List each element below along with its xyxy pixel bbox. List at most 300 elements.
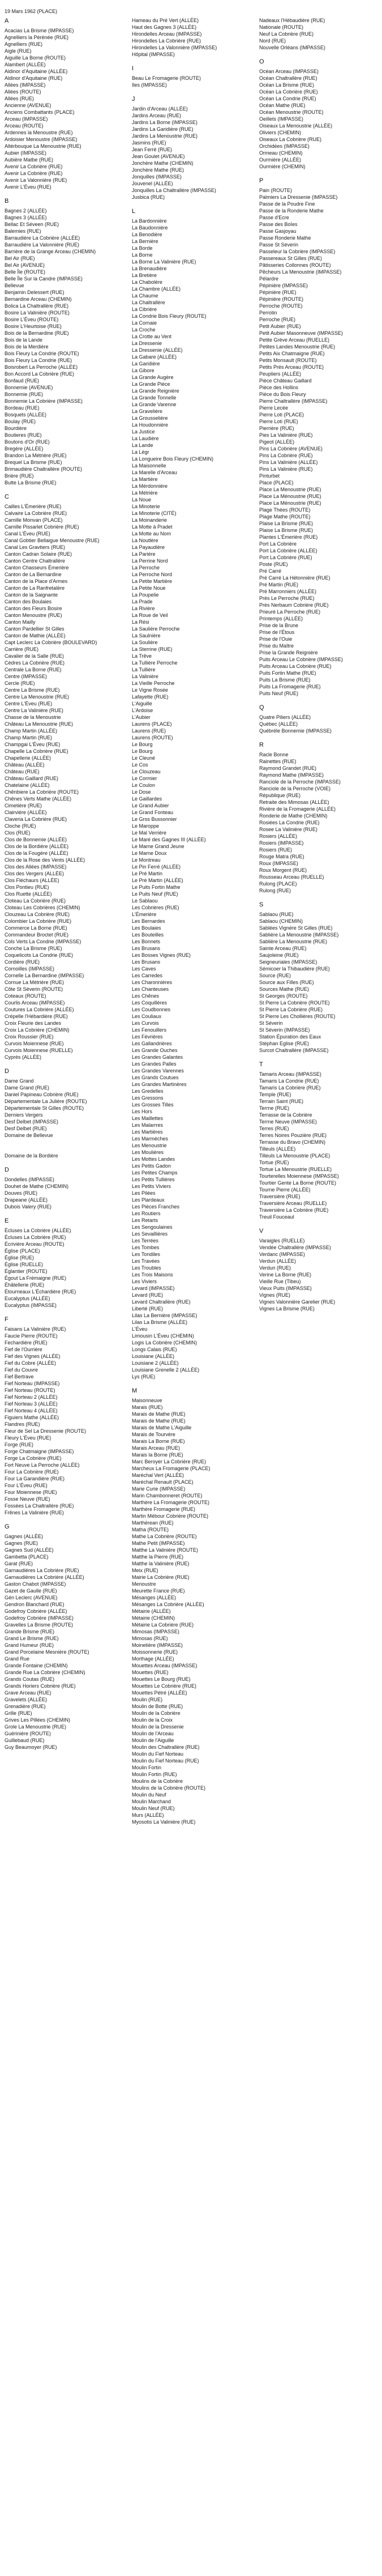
street-entry[interactable]: Butte La Brisme (RUE) (5, 480, 57, 486)
street-entry[interactable]: La Chambre (ALLÉE) (132, 286, 181, 292)
street-entry[interactable]: Les Grandes Galantes (132, 1054, 183, 1060)
street-entry[interactable]: Commandeur Broctet (RUE) (5, 932, 69, 938)
street-entry[interactable]: Roux (IMPASSE) (259, 861, 298, 866)
street-entry[interactable]: Grand Humeur (RUE) (5, 1642, 54, 1648)
street-entry[interactable]: Pain (ROUTE) (259, 188, 293, 193)
street-entry[interactable]: Les Bernardes (132, 918, 165, 924)
street-entry[interactable]: Puits La Fromagerie (RUE) (259, 684, 321, 689)
street-entry[interactable]: Grole La Menoustrie (RUE) (5, 1724, 67, 1730)
street-entry[interactable]: Oliviers (CHEMIN) (259, 130, 301, 135)
street-entry[interactable]: La Vieille Perroche (132, 680, 175, 686)
street-entry[interactable]: Quatre Piliers (ALLÉE) (259, 714, 311, 720)
street-entry[interactable]: Petite Grève Arceau (RUELLE) (259, 337, 330, 343)
street-entry[interactable]: Menoustre (132, 1581, 156, 1587)
street-entry[interactable]: Château (ALLÉE) (5, 762, 45, 768)
street-entry[interactable]: Coquelicots La Condrie (RUE) (5, 952, 74, 958)
street-entry[interactable]: Nord (RUE) (259, 38, 286, 44)
street-entry[interactable]: Bois Fleury La Condrie (RUE) (5, 357, 72, 363)
street-entry[interactable]: Garnaudières La Cobrière (RUE) (5, 1568, 79, 1573)
street-entry[interactable]: Jasmins (RUE) (132, 140, 166, 146)
street-entry[interactable]: Sablière La Menoustrie (RUE) (259, 939, 328, 944)
street-entry[interactable]: Bois de la Bernardine (RUE) (5, 330, 69, 336)
street-entry[interactable]: Pigeot (ALLÉE) (259, 439, 295, 445)
street-entry[interactable]: Matthe la Valinière (RUE) (132, 1561, 190, 1566)
street-entry[interactable]: La Dressenie (ALLÉE) (132, 347, 183, 353)
street-entry[interactable]: Place La Ménoustrie (RUE) (259, 493, 321, 499)
street-entry[interactable]: Les Menoustrie (132, 1143, 167, 1148)
street-entry[interactable]: La Longueire Bois Fleury (CHEMIN) (132, 456, 214, 462)
street-entry[interactable]: Laurens (PLACE) (132, 721, 172, 727)
street-entry[interactable]: Avenir La Cobrière (RUE) (5, 164, 63, 169)
street-entry[interactable]: Conche La Brisme (RUE) (5, 946, 62, 951)
street-entry[interactable]: Sablaou (RUE) (259, 912, 294, 917)
street-entry[interactable]: Les Boulaies (132, 925, 161, 931)
street-entry[interactable]: Grenadière (RUE) (5, 1704, 46, 1709)
street-entry[interactable]: Ourmière (CHEMIN) (259, 164, 306, 169)
street-entry[interactable]: Raymond Grandet (RUE) (259, 765, 317, 771)
street-entry[interactable]: Les Sevaillières (132, 1231, 168, 1237)
street-entry[interactable]: Ancienne (AVENUE) (5, 103, 51, 108)
street-entry[interactable]: Raymond Mathe (IMPASSE) (259, 772, 324, 778)
street-entry[interactable]: Moulin de la Dressenie (132, 1724, 184, 1730)
street-entry[interactable]: Rulong (RUE) (259, 888, 291, 893)
street-entry[interactable]: Canton Cadran Solaire (RUE) (5, 551, 72, 557)
street-entry[interactable]: Source aux Filles (RUE) (259, 980, 314, 985)
street-entry[interactable]: Les Plardeaux (132, 1197, 165, 1203)
street-entry[interactable]: Le Mal Verrière (132, 830, 167, 836)
street-entry[interactable]: Mésanges La Cobrière (ALLÉE) (132, 1602, 204, 1607)
street-entry[interactable]: Clos de la Fougère (ALLÉE) (5, 850, 68, 856)
street-entry[interactable]: Terrain Saint (RUE) (259, 1098, 304, 1104)
street-entry[interactable]: Marais la Borne (RUE) (132, 1452, 183, 1458)
street-entry[interactable]: Canton Pardellier St Gilles (5, 626, 65, 632)
street-entry[interactable]: Puits La Brisme (RUE) (259, 677, 311, 683)
street-entry[interactable]: Matthe La Valinière (ROUTE) (132, 1547, 198, 1553)
street-entry[interactable]: Le Puits Neuf (RUE) (132, 891, 178, 897)
street-entry[interactable]: Carrière (RUE) (5, 646, 39, 652)
street-entry[interactable]: Grands Horiers Cobrière (RUE) (5, 1683, 76, 1689)
street-entry[interactable]: Chapelle La Cobrière (RUE) (5, 748, 68, 754)
street-entry[interactable]: Fief Norteau (IMPASSE) (5, 1381, 60, 1386)
street-entry[interactable]: Mouettes (RUE) (132, 1670, 169, 1675)
street-entry[interactable]: Sémicoer la Thibaudière (RUE) (259, 966, 330, 972)
street-entry[interactable]: Le Cos (132, 762, 148, 768)
street-entry[interactable]: Hirondelles La Valonnière (IMPASSE) (132, 45, 217, 50)
street-entry[interactable]: Jardins La Menoustrie (RUE) (132, 133, 198, 139)
street-entry[interactable]: Jardins La Borne (IMPASSE) (132, 120, 198, 125)
street-entry[interactable]: Les Grosses Tilles (132, 1102, 174, 1108)
street-entry[interactable]: Bosire L'Éveu (ROUTE) (5, 317, 59, 322)
street-entry[interactable]: La Prade (132, 599, 153, 604)
street-entry[interactable]: Clos de la Rose des Vents (ALLÉE) (5, 857, 85, 863)
street-entry[interactable]: Prise de l'Ouie (259, 636, 293, 642)
street-entry[interactable]: Pêcheurs La Menoustrie (IMPASSE) (259, 269, 342, 275)
street-entry[interactable]: Martin Mébour Cobrière (ROUTE) (132, 1513, 209, 1519)
street-entry[interactable]: La Perrine Nord (132, 558, 168, 564)
street-entry[interactable]: Brequel La Brisme (RUE) (5, 459, 62, 465)
street-entry[interactable]: Plaise La Brisme (RUE) (259, 527, 314, 533)
street-entry[interactable]: Aubier (IMPASSE) (5, 150, 46, 156)
street-entry[interactable]: Bel Air (AVENUE) (5, 262, 45, 268)
street-entry[interactable]: Plage Thées (ROUTE) (259, 507, 311, 513)
street-entry[interactable]: Les Bonnets (132, 939, 161, 944)
street-entry[interactable]: Four La Cobrière (RUE) (5, 1469, 59, 1475)
street-entry[interactable]: Québréle Bonnemie (IMPASSE) (259, 728, 332, 734)
street-entry[interactable]: Crépelle l'Hébardière (RUE) (5, 1014, 68, 1019)
street-entry[interactable]: Bonnemie (RUE) (5, 391, 44, 397)
street-entry[interactable]: Moissonnerie (RUE) (132, 1649, 178, 1655)
street-entry[interactable]: Clos de Bonnemie (ALLÉE) (5, 837, 67, 842)
street-entry[interactable]: Écrivière Arceau (ROUTE) (5, 1241, 65, 1247)
street-entry[interactable]: Le Marne Doux (132, 850, 167, 856)
street-entry[interactable]: Petit Aubier (RUE) (259, 323, 301, 329)
street-entry[interactable]: Le Cormier (132, 776, 157, 781)
street-entry[interactable]: Gendron Blanchard (RUE) (5, 1602, 65, 1607)
street-entry[interactable]: Marais (RUE) (132, 1404, 163, 1410)
street-entry[interactable]: Pierre Loti (RUE) (259, 419, 298, 424)
street-entry[interactable]: La Borne (132, 252, 153, 258)
street-entry[interactable]: Cloteau Les Cobrières (CHEMIN) (5, 905, 80, 910)
street-entry[interactable]: Canton de la Saignante (5, 592, 58, 598)
street-entry[interactable]: Fief Norteau (ROUTE) (5, 1387, 55, 1393)
street-entry[interactable]: La Gravelière (132, 408, 163, 414)
street-entry[interactable]: La Gabare (ALLÉE) (132, 354, 177, 360)
street-entry[interactable]: Cimetière (RUE) (5, 803, 42, 808)
street-entry[interactable]: Ourmière (ALLÉE) (259, 157, 302, 163)
street-entry[interactable]: Océan Arceau (IMPASSE) (259, 69, 319, 74)
street-entry[interactable]: Lilas La Bernière (IMPASSE) (132, 1313, 198, 1318)
street-entry[interactable]: Les Pilées (132, 1190, 156, 1196)
street-entry[interactable]: La Payaudière (132, 544, 165, 550)
street-entry[interactable]: Grand Porcelaine Mesnière (ROUTE) (5, 1649, 89, 1655)
street-entry[interactable]: Les Brusans (132, 959, 161, 965)
street-entry[interactable]: Marthère La Fromagerie (ROUTE) (132, 1500, 210, 1505)
street-entry[interactable]: Bel Air (RUE) (5, 256, 35, 261)
street-entry[interactable]: Centrale La Borne (RUE) (5, 667, 62, 672)
street-entry[interactable]: Laurens (ROUTE) (132, 735, 173, 740)
street-entry[interactable]: Le Pré Martin (132, 871, 163, 876)
street-entry[interactable]: Puits Fortin Mathe (RUE) (259, 670, 316, 676)
street-entry[interactable]: Clouzeau La Cobrière (RUE) (5, 912, 70, 917)
street-entry[interactable]: Oeillets (IMPASSE) (259, 116, 303, 122)
street-entry[interactable]: Fort Neuve La Perroche (ALLÉE) (5, 1462, 80, 1468)
street-entry[interactable]: Passeleur la Cobrière (IMPASSE) (259, 249, 336, 254)
street-entry[interactable]: Temple (RUE) (259, 1092, 291, 1097)
street-entry[interactable]: Jouvenel (ALLÉE) (132, 181, 173, 186)
street-entry[interactable]: Moulin du Fief Norteau (RUE) (132, 1758, 199, 1764)
street-entry[interactable]: Sablées Vignère St Gilles (RUE) (259, 925, 333, 931)
street-entry[interactable]: Fief du Couvre (5, 1367, 38, 1373)
street-entry[interactable]: Source (RUE) (259, 973, 291, 978)
street-entry[interactable]: St Pierre La Cobrière (ROUTE) (259, 1000, 330, 1006)
street-entry[interactable]: Grande Fontaine (CHEMIN) (5, 1663, 68, 1668)
street-entry[interactable]: Mouettes Pétré (ALLÉE) (132, 1690, 187, 1696)
street-entry[interactable]: Tilleuls La Menoustrie (PLACE) (259, 1153, 331, 1159)
street-entry[interactable]: Traversière La Cobrière (RUE) (259, 1207, 329, 1213)
street-entry[interactable]: Pépinière (ROUTE) (259, 296, 304, 302)
street-entry[interactable]: Passe de la Ronderie Mathe (259, 208, 324, 214)
street-entry[interactable]: Acacias La Brisme (IMPASSE) (5, 28, 74, 33)
street-entry[interactable]: Dame Grand (5, 1078, 34, 1084)
street-entry[interactable]: Guillebaud (RUE) (5, 1738, 45, 1743)
street-entry[interactable]: Moulin Neuf (RUE) (132, 1806, 175, 1811)
street-entry[interactable]: Marais de Mathe (RUE) (132, 1411, 186, 1417)
street-entry[interactable]: Jardins Arceau (RUE) (132, 113, 182, 118)
street-entry[interactable]: Ranciole de la Perroche (IMPASSE) (259, 779, 341, 785)
street-entry[interactable]: La Minoterie (132, 504, 160, 509)
street-entry[interactable]: Le Cleuné (132, 755, 156, 761)
street-entry[interactable]: Claveria La Cobrière (RUE) (5, 816, 67, 822)
street-entry[interactable]: Rosiers (RUE) (259, 847, 293, 853)
street-entry[interactable]: Centre L'Éveu (RUE) (5, 701, 53, 706)
street-entry[interactable]: Puits Neuf (RUE) (259, 691, 299, 696)
street-entry[interactable]: La Sterrine (RUE) (132, 646, 173, 652)
street-entry[interactable]: Brimaudière Chaltrallère (ROUTE) (5, 466, 83, 472)
street-entry[interactable]: Iles (IMPASSE) (132, 82, 167, 88)
street-entry[interactable]: Église (RUELLE) (5, 1262, 44, 1267)
street-entry[interactable]: Champ Martin (RUE) (5, 735, 53, 740)
street-entry[interactable]: Avenir La Valonnière (RUE) (5, 177, 67, 183)
street-entry[interactable]: Figuiers Mathe (ALLÉE) (5, 1415, 59, 1420)
street-entry[interactable]: La Saulnière (132, 633, 161, 638)
street-entry[interactable]: Marthèrean (RUE) (132, 1520, 174, 1526)
street-entry[interactable]: Marc Beroyer La Cobrière (RUE) (132, 1459, 207, 1464)
street-entry[interactable]: Mouettes Arceau (IMPASSE) (132, 1663, 198, 1668)
street-entry[interactable]: Grands Coutas (RUE) (5, 1676, 55, 1682)
street-entry[interactable]: Moulins de la Cobrière (132, 1778, 183, 1784)
street-entry[interactable]: Perroche (RUE) (259, 317, 296, 322)
street-entry[interactable]: Bosire La Valinière (ROUTE) (5, 310, 70, 316)
street-entry[interactable]: Domaine de la Bordière (5, 1153, 58, 1159)
street-entry[interactable]: Aldinor d'Aquitaine (RUE) (5, 75, 63, 81)
street-entry[interactable]: Mimosas (IMPASSE) (132, 1629, 179, 1634)
street-entry[interactable]: La Motte au Nom (132, 531, 171, 537)
street-entry[interactable]: Camille Monvan (PLACE) (5, 517, 63, 523)
street-entry[interactable]: Cloteau La Cobrière (RUE) (5, 898, 66, 904)
street-entry[interactable]: Les Malarrres (132, 1122, 164, 1128)
street-entry[interactable]: Moulin de l'Aiguille (132, 1738, 174, 1743)
street-entry[interactable]: Racle Bonne (259, 752, 289, 757)
street-entry[interactable]: La Minoterie (CITÉ) (132, 510, 177, 516)
street-entry[interactable]: Maisonneuve (132, 1398, 162, 1403)
street-entry[interactable]: Faisans La Valinière (RUE) (5, 1326, 66, 1332)
street-entry[interactable]: Petit Aubier Masonneuve (IMPASSE) (259, 330, 343, 336)
street-entry[interactable]: La Bardonnière (132, 218, 167, 224)
street-entry[interactable]: Passe des Boîes (259, 222, 298, 227)
street-entry[interactable]: Barraudière La Cobrière (ALLÉE) (5, 235, 80, 241)
street-entry[interactable]: Eucalyptus (IMPASSE) (5, 1302, 57, 1308)
street-entry[interactable]: Aiguille La Borne (ROUTE) (5, 55, 66, 61)
street-entry[interactable]: Cordière (RUE) (5, 959, 40, 965)
street-entry[interactable]: Marais La Borne (RUE) (132, 1438, 185, 1444)
street-entry[interactable]: Jonchère Mathe (RUE) (132, 167, 184, 173)
street-entry[interactable]: Clos Ruette (ALLÉE) (5, 891, 52, 897)
street-entry[interactable]: Laurens (RUE) (132, 728, 166, 734)
street-entry[interactable]: Bolica La Chaltrallère (RUE) (5, 303, 69, 309)
street-entry[interactable]: Dubois Valery (RUE) (5, 1204, 51, 1210)
street-entry[interactable]: La Houdonnière (132, 422, 169, 428)
street-entry[interactable]: Bagnes 3 (ALLÉE) (5, 215, 47, 220)
street-entry[interactable]: La Grande Pièce (132, 381, 170, 387)
street-entry[interactable]: Verdanc (IMPASSE) (259, 1251, 305, 1257)
street-entry[interactable]: Perrotin (259, 310, 277, 316)
street-entry[interactable]: Océan La Brisme (RUE) (259, 82, 315, 88)
street-entry[interactable]: Verine La Borne (RUE) (259, 1272, 312, 1278)
street-entry[interactable]: Jonchère Mathe (CHEMIN) (132, 160, 194, 166)
street-entry[interactable]: La Martière (132, 476, 158, 482)
street-entry[interactable]: Le Grand Fonteau (132, 810, 174, 815)
street-entry[interactable]: Cloche (RUE) (5, 823, 36, 829)
street-entry[interactable]: Chapellerie (ALLÉE) (5, 755, 51, 761)
street-entry[interactable]: Canton de Mathie (ALLÉE) (5, 633, 66, 638)
street-entry[interactable]: Croix Fleurie des Landes (5, 1020, 62, 1026)
street-entry[interactable]: Sablaou (CHEMIN) (259, 918, 303, 924)
street-entry[interactable]: Écluses La Cobrière (ALLÉE) (5, 1228, 71, 1233)
street-entry[interactable]: Rouge Matra (RUE) (259, 854, 304, 859)
street-entry[interactable]: L'Éveu (132, 1326, 148, 1332)
street-entry[interactable]: Océan Mathe (RUE) (259, 103, 306, 108)
street-entry[interactable]: La Grande Varenne (132, 402, 177, 407)
street-entry[interactable]: Bonnemie La Cobrière (IMPASSE) (5, 398, 83, 404)
street-entry[interactable]: Chatelaine (ALLÉE) (5, 782, 50, 788)
street-entry[interactable]: Grand Le Brisme (RUE) (5, 1636, 59, 1641)
street-entry[interactable]: Les Brusans (132, 946, 161, 951)
street-entry[interactable]: Églantier (ROUTE) (5, 1268, 48, 1274)
street-entry[interactable]: Nationale (ROUTE) (259, 24, 304, 30)
street-entry[interactable]: Passe Ronderie Mathe (259, 235, 311, 241)
street-entry[interactable]: Marthère Fromagerie (RUE) (132, 1506, 196, 1512)
street-entry[interactable]: Canton de La Ranfretalère (5, 585, 65, 591)
street-entry[interactable]: Forge (RUE) (5, 1442, 34, 1447)
street-entry[interactable]: Les Martières (132, 1129, 163, 1135)
street-entry[interactable]: La Croche (132, 327, 156, 333)
street-entry[interactable]: Centre La Brisme (RUE) (5, 687, 60, 693)
street-entry[interactable]: Les Sengoulaines (132, 1224, 173, 1230)
street-entry[interactable]: Départementale St Gilles (ROUTE) (5, 1105, 84, 1111)
street-entry[interactable]: Passe d'Ecre (259, 215, 289, 220)
street-entry[interactable]: Le Clouzeau (132, 769, 161, 774)
street-entry[interactable]: Godefroy Cobrière (IMPASSE) (5, 1615, 74, 1621)
street-entry[interactable]: Meurette France (RUE) (132, 1588, 185, 1594)
street-entry[interactable]: Guérinière (ROUTE) (5, 1731, 51, 1736)
street-entry[interactable]: Les Gressons (132, 1095, 164, 1101)
street-entry[interactable]: St Séverin (IMPASSE) (259, 1027, 310, 1033)
street-entry[interactable]: Le Marne Grand Jeune (132, 844, 184, 849)
street-entry[interactable]: Vignes La Brisme (RUE) (259, 1306, 315, 1312)
street-entry[interactable]: Départementale La Julière (ROUTE) (5, 1098, 87, 1104)
street-entry[interactable]: La Marelle d'Arceau (132, 470, 177, 475)
street-entry[interactable]: Hirondelles La Cobrière (RUE) (132, 38, 201, 44)
street-entry[interactable]: La Moinanderie (132, 517, 168, 523)
street-entry[interactable]: Moulin Fortin (RUE) (132, 1772, 177, 1777)
street-entry[interactable]: St Georges (ROUTE) (259, 993, 308, 999)
street-entry[interactable]: Nadeaux l'Hébaudière (RUE) (259, 18, 325, 23)
street-entry[interactable]: Rosiées La Condrie (RUE) (259, 820, 320, 825)
street-entry[interactable]: Prise la Grande Reignière (259, 650, 318, 655)
street-entry[interactable]: Plantes L'Émerière (RUE) (259, 534, 318, 540)
street-entry[interactable]: La Grande Reignière (132, 388, 179, 394)
street-entry[interactable]: Terrasse du Bravo (CHEMIN) (259, 1139, 326, 1145)
street-entry[interactable]: Les Troubles (132, 1265, 161, 1271)
street-entry[interactable]: Pièce Château Gaillard (259, 378, 312, 384)
street-entry[interactable]: Le Gaillardes (132, 796, 162, 802)
street-entry[interactable]: Jonquilles (IMPASSE) (132, 174, 182, 180)
street-entry[interactable]: Boulay (RUE) (5, 419, 36, 424)
street-entry[interactable]: Verdun (ALLÉE) (259, 1258, 297, 1264)
street-entry[interactable]: Bernardine Arceau (CHEMIN) (5, 296, 72, 302)
street-entry[interactable]: Tortue (RUE) (259, 1160, 289, 1165)
street-entry[interactable]: Jean Goulet (AVENUE) (132, 154, 185, 159)
street-entry[interactable]: Mathe Petit (IMPASSE) (132, 1540, 185, 1546)
street-entry[interactable]: Ardennes la Menoustre (RUE) (5, 130, 73, 135)
street-entry[interactable]: Moulin du Neuf (132, 1792, 166, 1798)
street-entry[interactable]: Bosire L'Heurtoise (RUE) (5, 323, 62, 329)
street-entry[interactable]: Les Petites Champs (132, 1170, 178, 1176)
street-entry[interactable]: Fossées La Chaltrallère (RUE) (5, 1503, 74, 1509)
street-entry[interactable]: Tamaris La Condrie (RUE) (259, 1078, 319, 1084)
street-entry[interactable]: Moulin de Botte (RUE) (132, 1704, 183, 1709)
street-entry[interactable]: Pélardre (259, 276, 279, 282)
street-entry[interactable]: Dame Grand (RUE) (5, 1085, 50, 1091)
street-entry[interactable]: Port La Cobrière (259, 541, 297, 547)
street-entry[interactable]: Bonfaud (RUE) (5, 378, 40, 384)
street-entry[interactable]: Église (PLACE) (5, 1248, 40, 1254)
street-entry[interactable]: Pinturbet (259, 473, 280, 479)
street-entry[interactable]: Oiseaux La Cobrière (RUE) (259, 137, 322, 142)
street-entry[interactable]: Tilleuls (ALLÉE) (259, 1146, 296, 1152)
street-entry[interactable]: La Poupelie (132, 592, 159, 598)
street-entry[interactable]: Arceau (IMPASSE) (5, 116, 48, 122)
street-entry[interactable]: Pièce des Hollins (259, 385, 299, 390)
street-entry[interactable]: Plage Mathe (ROUTE) (259, 514, 311, 520)
street-entry[interactable]: Four L'Éveu (RUE) (5, 1483, 48, 1488)
street-entry[interactable]: Benjamin Delessert (RUE) (5, 289, 65, 295)
street-entry[interactable]: Cornue La Métrière (RUE) (5, 980, 65, 985)
street-entry[interactable]: Pins La Cobrière (RUE) (259, 453, 313, 458)
street-entry[interactable]: Moulin de la Cobrière (132, 1710, 181, 1716)
street-entry[interactable]: Allées (RUE) (5, 96, 35, 101)
street-entry[interactable]: Les Carredes (132, 973, 163, 978)
street-entry[interactable]: La Rivière (132, 606, 155, 611)
street-entry[interactable]: Les Grandes Palles (132, 1061, 177, 1067)
street-entry[interactable]: République (RUE) (259, 793, 301, 798)
street-entry[interactable]: Près Le Perroche (RUE) (259, 595, 315, 601)
street-entry[interactable]: Canton Chasseurs Émerière (5, 565, 69, 570)
street-entry[interactable]: Barraudière La Valonnière (RUE) (5, 242, 79, 248)
street-entry[interactable]: Fief de l'Ourrière (5, 1347, 42, 1352)
street-entry[interactable]: Sources Mathe (RUE) (259, 986, 310, 992)
street-entry[interactable]: Égout La Frémaigne (RUE) (5, 1275, 67, 1281)
street-entry[interactable]: Douhet de Mathe (CHEMIN) (5, 1183, 69, 1189)
street-entry[interactable]: Centre La Valinière (RUE) (5, 708, 63, 713)
street-entry[interactable]: Ardoisier Menoustre (IMPASSE) (5, 137, 78, 142)
street-entry[interactable]: Croix Roussier (RUE) (5, 1034, 54, 1040)
street-entry[interactable]: Cyprès (ALLÉE) (5, 1054, 42, 1060)
street-entry[interactable]: Allées (IMPASSE) (5, 82, 46, 88)
street-entry[interactable]: Château La Menoustrie (RUE) (5, 721, 74, 727)
street-entry[interactable]: Les Gallandrières (132, 1041, 172, 1046)
street-entry[interactable]: Coutures La Cobrière (ALLÉE) (5, 1007, 74, 1012)
street-entry[interactable]: Jonquilles La Chaltrallère (IMPASSE) (132, 188, 216, 193)
street-entry[interactable]: Vendée Chaltrallère (IMPASSE) (259, 1245, 331, 1250)
street-entry[interactable]: Balemies (RUE) (5, 228, 41, 234)
street-entry[interactable]: Pins La Valinière (ALLÉE) (259, 459, 318, 465)
street-entry[interactable]: Grande Brisme (RUE) (5, 1629, 55, 1634)
street-entry[interactable]: Près Nerbaum Cobrière (RUE) (259, 602, 329, 608)
street-entry[interactable]: Neuf La Cobrière (RUE) (259, 31, 314, 37)
street-entry[interactable]: Mouettes Le Bourg (RUE) (132, 1676, 191, 1682)
street-entry[interactable]: Canton Mailly (5, 619, 36, 625)
